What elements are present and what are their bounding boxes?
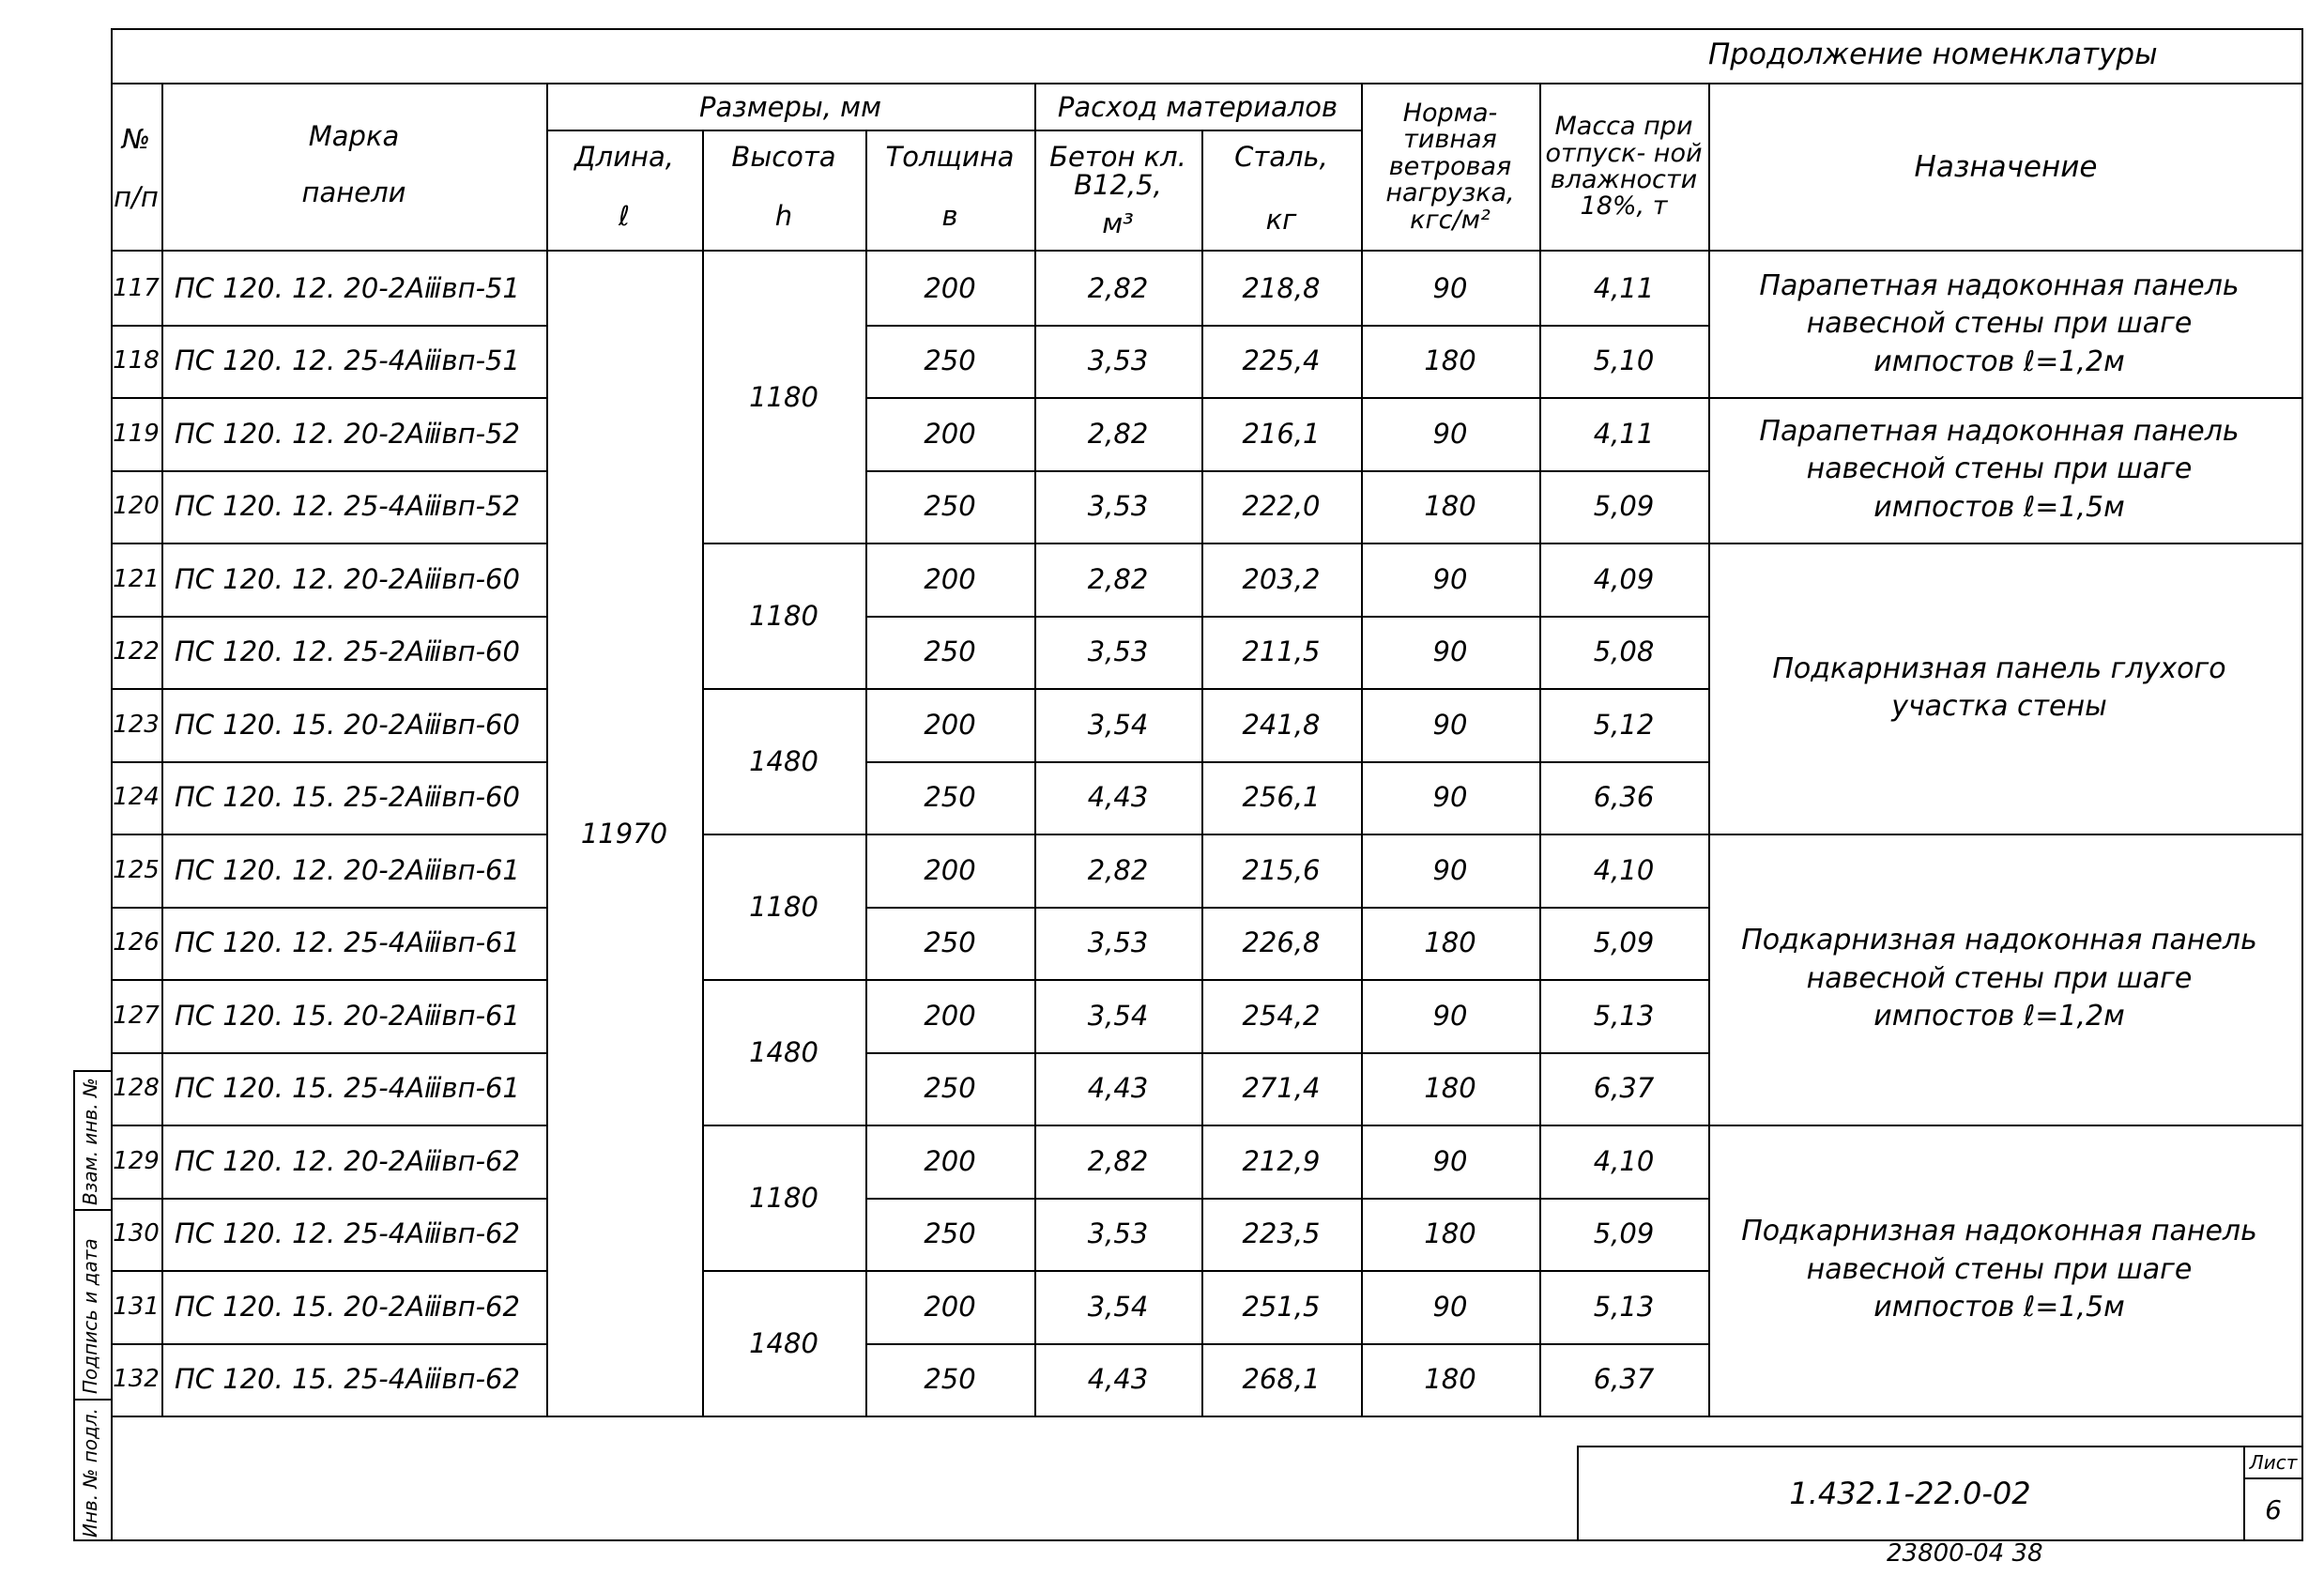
thickness-value: 200 <box>924 562 976 595</box>
steel-value: 211,5 <box>1242 635 1321 668</box>
wind-value: 90 <box>1432 271 1468 304</box>
wind-value: 90 <box>1432 1290 1468 1323</box>
binding-strip-mid1 <box>73 1209 111 1211</box>
row-number: 125 <box>113 855 160 884</box>
header-sub-line <box>546 130 1361 131</box>
panel-mark: ПС 120. 12. 20-2Аⅲвп-60 <box>175 562 520 595</box>
mass-value: 5,08 <box>1593 635 1655 668</box>
mass-value: 5,09 <box>1593 490 1655 523</box>
height-value: 1480 <box>749 744 818 777</box>
mass-value: 4,10 <box>1593 853 1655 886</box>
wind-value: 90 <box>1432 853 1468 886</box>
concrete-value: 3,53 <box>1087 926 1149 959</box>
mass-value: 6,37 <box>1593 1072 1655 1105</box>
mass-value: 5,13 <box>1593 1290 1655 1323</box>
thickness-value: 250 <box>924 1072 976 1105</box>
header-concrete-unit: м³ <box>1102 207 1134 239</box>
row-number: 122 <box>113 637 160 666</box>
thickness-value: 200 <box>924 417 976 450</box>
concrete-value: 3,53 <box>1087 490 1149 523</box>
header-length: Длина, <box>574 140 674 173</box>
height-value: 1480 <box>749 1035 818 1068</box>
wind-value: 180 <box>1424 1072 1476 1105</box>
continuation-title: Продолжение номенклатуры <box>1708 38 2158 71</box>
concrete-value: 2,82 <box>1087 417 1149 450</box>
thickness-value: 200 <box>924 853 976 886</box>
bottom-code: 23800-04 38 <box>1887 1539 2043 1568</box>
steel-value: 222,0 <box>1242 490 1321 523</box>
binding-strip-bottom <box>73 1539 111 1541</box>
purpose-text: Подкарнизная надоконная панель навесной стены при шаге импостов ℓ=1,2м <box>1741 924 2257 1033</box>
wind-value: 90 <box>1432 635 1468 668</box>
thickness-value: 200 <box>924 1290 976 1323</box>
header-thickness-sym: в <box>941 199 958 232</box>
thickness-value: 200 <box>924 708 976 741</box>
thickness-value: 200 <box>924 1144 976 1177</box>
thickness-value: 200 <box>924 271 976 304</box>
mass-value: 4,09 <box>1593 562 1655 595</box>
height-group-line <box>702 979 865 981</box>
row-number: 118 <box>113 346 160 375</box>
panel-mark: ПС 120. 15. 20-2Аⅲвп-61 <box>175 999 520 1032</box>
header-purpose: Назначение <box>1914 149 2098 184</box>
steel-value: 271,4 <box>1242 1072 1321 1105</box>
row-number: 121 <box>113 564 160 593</box>
length-value: 11970 <box>580 818 668 850</box>
header-mark-sub: панели <box>301 176 406 208</box>
height-value: 1180 <box>749 599 818 632</box>
header-length-sym: ℓ <box>619 199 630 232</box>
binding-strip-mid2 <box>73 1399 111 1401</box>
height-group-line <box>702 543 865 544</box>
wind-value: 90 <box>1432 1144 1468 1177</box>
steel-value: 268,1 <box>1242 1363 1321 1396</box>
panel-mark: ПС 120. 12. 25-4Аⅲвп-51 <box>175 344 520 377</box>
purpose-group-line <box>1708 834 2303 835</box>
thickness-value: 250 <box>924 490 976 523</box>
steel-value: 256,1 <box>1242 781 1321 814</box>
sheet-label: Лист <box>2249 1451 2298 1474</box>
height-group-line <box>702 1270 865 1272</box>
header-wind: Норма- тивная ветровая нагрузка, кгс/м² <box>1385 99 1515 235</box>
table-bottom-line <box>111 1416 2303 1417</box>
steel-value: 215,6 <box>1242 853 1321 886</box>
mass-value: 5,12 <box>1593 708 1655 741</box>
thickness-value: 250 <box>924 1217 976 1250</box>
row-number: 130 <box>113 1219 160 1248</box>
wind-value: 90 <box>1432 781 1468 814</box>
header-mark: Марка <box>308 119 400 152</box>
concrete-value: 2,82 <box>1087 271 1149 304</box>
row-number: 124 <box>113 783 160 812</box>
purpose-group-line <box>1708 1125 2303 1126</box>
wind-value: 90 <box>1432 708 1468 741</box>
header-sizes: Размеры, мм <box>699 90 881 123</box>
steel-value: 251,5 <box>1242 1290 1321 1323</box>
wind-value: 90 <box>1432 562 1468 595</box>
steel-value: 241,8 <box>1242 708 1321 741</box>
height-value: 1480 <box>749 1326 818 1359</box>
steel-value: 254,2 <box>1242 999 1321 1032</box>
height-value: 1180 <box>749 1181 818 1214</box>
thickness-value: 250 <box>924 344 976 377</box>
concrete-value: 3,54 <box>1087 1290 1149 1323</box>
steel-value: 216,1 <box>1242 417 1321 450</box>
row-number: 117 <box>113 273 160 302</box>
header-no: № <box>121 122 151 155</box>
header-steel: Сталь, <box>1234 140 1328 173</box>
concrete-value: 3,54 <box>1087 999 1149 1032</box>
concrete-value: 3,53 <box>1087 635 1149 668</box>
row-number: 127 <box>113 1001 160 1030</box>
row-number: 132 <box>113 1365 160 1394</box>
panel-mark: ПС 120. 12. 25-4Аⅲвп-52 <box>175 490 520 523</box>
doc-code: 1.432.1-22.0-02 <box>1789 1476 2031 1511</box>
row-number: 123 <box>113 710 160 739</box>
thickness-value: 250 <box>924 926 976 959</box>
panel-mark: ПС 120. 15. 25-4Аⅲвп-62 <box>175 1363 520 1396</box>
header-concrete: Бетон кл. В12,5, <box>1049 140 1186 201</box>
height-value: 1180 <box>749 381 818 413</box>
concrete-value: 3,53 <box>1087 1217 1149 1250</box>
wind-value: 180 <box>1424 1217 1476 1250</box>
steel-value: 223,5 <box>1242 1217 1321 1250</box>
purpose-group-line <box>1708 543 2303 544</box>
header-thickness: Толщина <box>885 140 1015 173</box>
height-group-line <box>702 834 865 835</box>
panel-mark: ПС 120. 12. 20-2Аⅲвп-61 <box>175 853 520 886</box>
panel-mark: ПС 120. 15. 25-2Аⅲвп-60 <box>175 781 520 814</box>
mass-value: 5,09 <box>1593 1217 1655 1250</box>
steel-value: 226,8 <box>1242 926 1321 959</box>
mass-value: 4,11 <box>1593 271 1655 304</box>
thickness-value: 250 <box>924 635 976 668</box>
concrete-value: 4,43 <box>1087 1363 1149 1396</box>
wind-value: 90 <box>1432 999 1468 1032</box>
panel-mark: ПС 120. 12. 25-2Аⅲвп-60 <box>175 635 520 668</box>
mass-value: 5,13 <box>1593 999 1655 1032</box>
steel-value: 218,8 <box>1242 271 1321 304</box>
mass-value: 5,09 <box>1593 926 1655 959</box>
purpose-text: Подкарнизная панель глухого участка стены <box>1772 651 2226 723</box>
mass-value: 5,10 <box>1593 344 1655 377</box>
steel-value: 203,2 <box>1242 562 1321 595</box>
panel-mark: ПС 120. 12. 25-4Аⅲвп-62 <box>175 1217 520 1250</box>
purpose-text: Парапетная надоконная панель навесной стены при шаге импостов ℓ=1,5м <box>1759 414 2240 524</box>
wind-value: 180 <box>1424 490 1476 523</box>
sheet-number: 6 <box>2265 1493 2282 1525</box>
mass-value: 6,37 <box>1593 1363 1655 1396</box>
wind-value: 180 <box>1424 926 1476 959</box>
header-no-sub: п/п <box>114 180 159 213</box>
header-steel-unit: кг <box>1265 203 1297 236</box>
purpose-group-line <box>1708 397 2303 399</box>
concrete-value: 4,43 <box>1087 1072 1149 1105</box>
header-mass: Масса при отпуск- ной влажности 18%, т <box>1545 112 1703 222</box>
wind-value: 90 <box>1432 417 1468 450</box>
header-height-sym: h <box>774 199 793 232</box>
steel-value: 212,9 <box>1242 1144 1321 1177</box>
panel-mark: ПС 120. 12. 20-2Аⅲвп-62 <box>175 1144 520 1177</box>
header-height: Высота <box>731 140 836 173</box>
height-group-line <box>702 688 865 690</box>
height-group-line <box>702 1125 865 1126</box>
row-number: 131 <box>113 1292 160 1321</box>
stamp-podpis: Подпись и дата <box>79 1238 101 1394</box>
stamp-vzam: Взам. инв. № <box>79 1078 101 1205</box>
row-number: 126 <box>113 928 160 957</box>
thickness-value: 250 <box>924 781 976 814</box>
panel-mark: ПС 120. 12. 25-4Аⅲвп-61 <box>175 926 520 959</box>
steel-value: 225,4 <box>1242 344 1321 377</box>
purpose-text: Подкарнизная надоконная панель навесной стены при шаге импостов ℓ=1,5м <box>1741 1215 2257 1324</box>
col-line-9 <box>1708 83 1710 1416</box>
panel-mark: ПС 120. 15. 20-2Аⅲвп-62 <box>175 1290 520 1323</box>
panel-mark: ПС 120. 15. 25-4Аⅲвп-61 <box>175 1072 520 1105</box>
concrete-value: 3,53 <box>1087 344 1149 377</box>
row-number: 119 <box>113 419 160 448</box>
thickness-value: 200 <box>924 999 976 1032</box>
row-number: 129 <box>113 1146 160 1175</box>
wind-value: 180 <box>1424 344 1476 377</box>
thickness-value: 250 <box>924 1363 976 1396</box>
concrete-value: 2,82 <box>1087 562 1149 595</box>
mass-value: 4,11 <box>1593 417 1655 450</box>
header-materials: Расход материалов <box>1057 90 1338 123</box>
concrete-value: 4,43 <box>1087 781 1149 814</box>
panel-mark: ПС 120. 15. 20-2Аⅲвп-60 <box>175 708 520 741</box>
mass-value: 6,36 <box>1593 781 1655 814</box>
row-number: 120 <box>113 492 160 521</box>
concrete-value: 2,82 <box>1087 853 1149 886</box>
wind-value: 180 <box>1424 1363 1476 1396</box>
binding-strip-line <box>73 1070 75 1541</box>
stamp-inv-podl: Инв. № подл. <box>79 1408 101 1538</box>
height-value: 1180 <box>749 890 818 923</box>
purpose-text: Парапетная надоконная панель навесной стены при шаге импостов ℓ=1,2м <box>1759 268 2240 378</box>
row-number: 128 <box>113 1074 160 1103</box>
binding-strip-top <box>73 1070 111 1072</box>
panel-mark: ПС 120. 12. 20-2Аⅲвп-51 <box>175 271 520 304</box>
mass-value: 4,10 <box>1593 1144 1655 1177</box>
panel-mark: ПС 120. 12. 20-2Аⅲвп-52 <box>175 417 520 450</box>
concrete-value: 3,54 <box>1087 708 1149 741</box>
concrete-value: 2,82 <box>1087 1144 1149 1177</box>
